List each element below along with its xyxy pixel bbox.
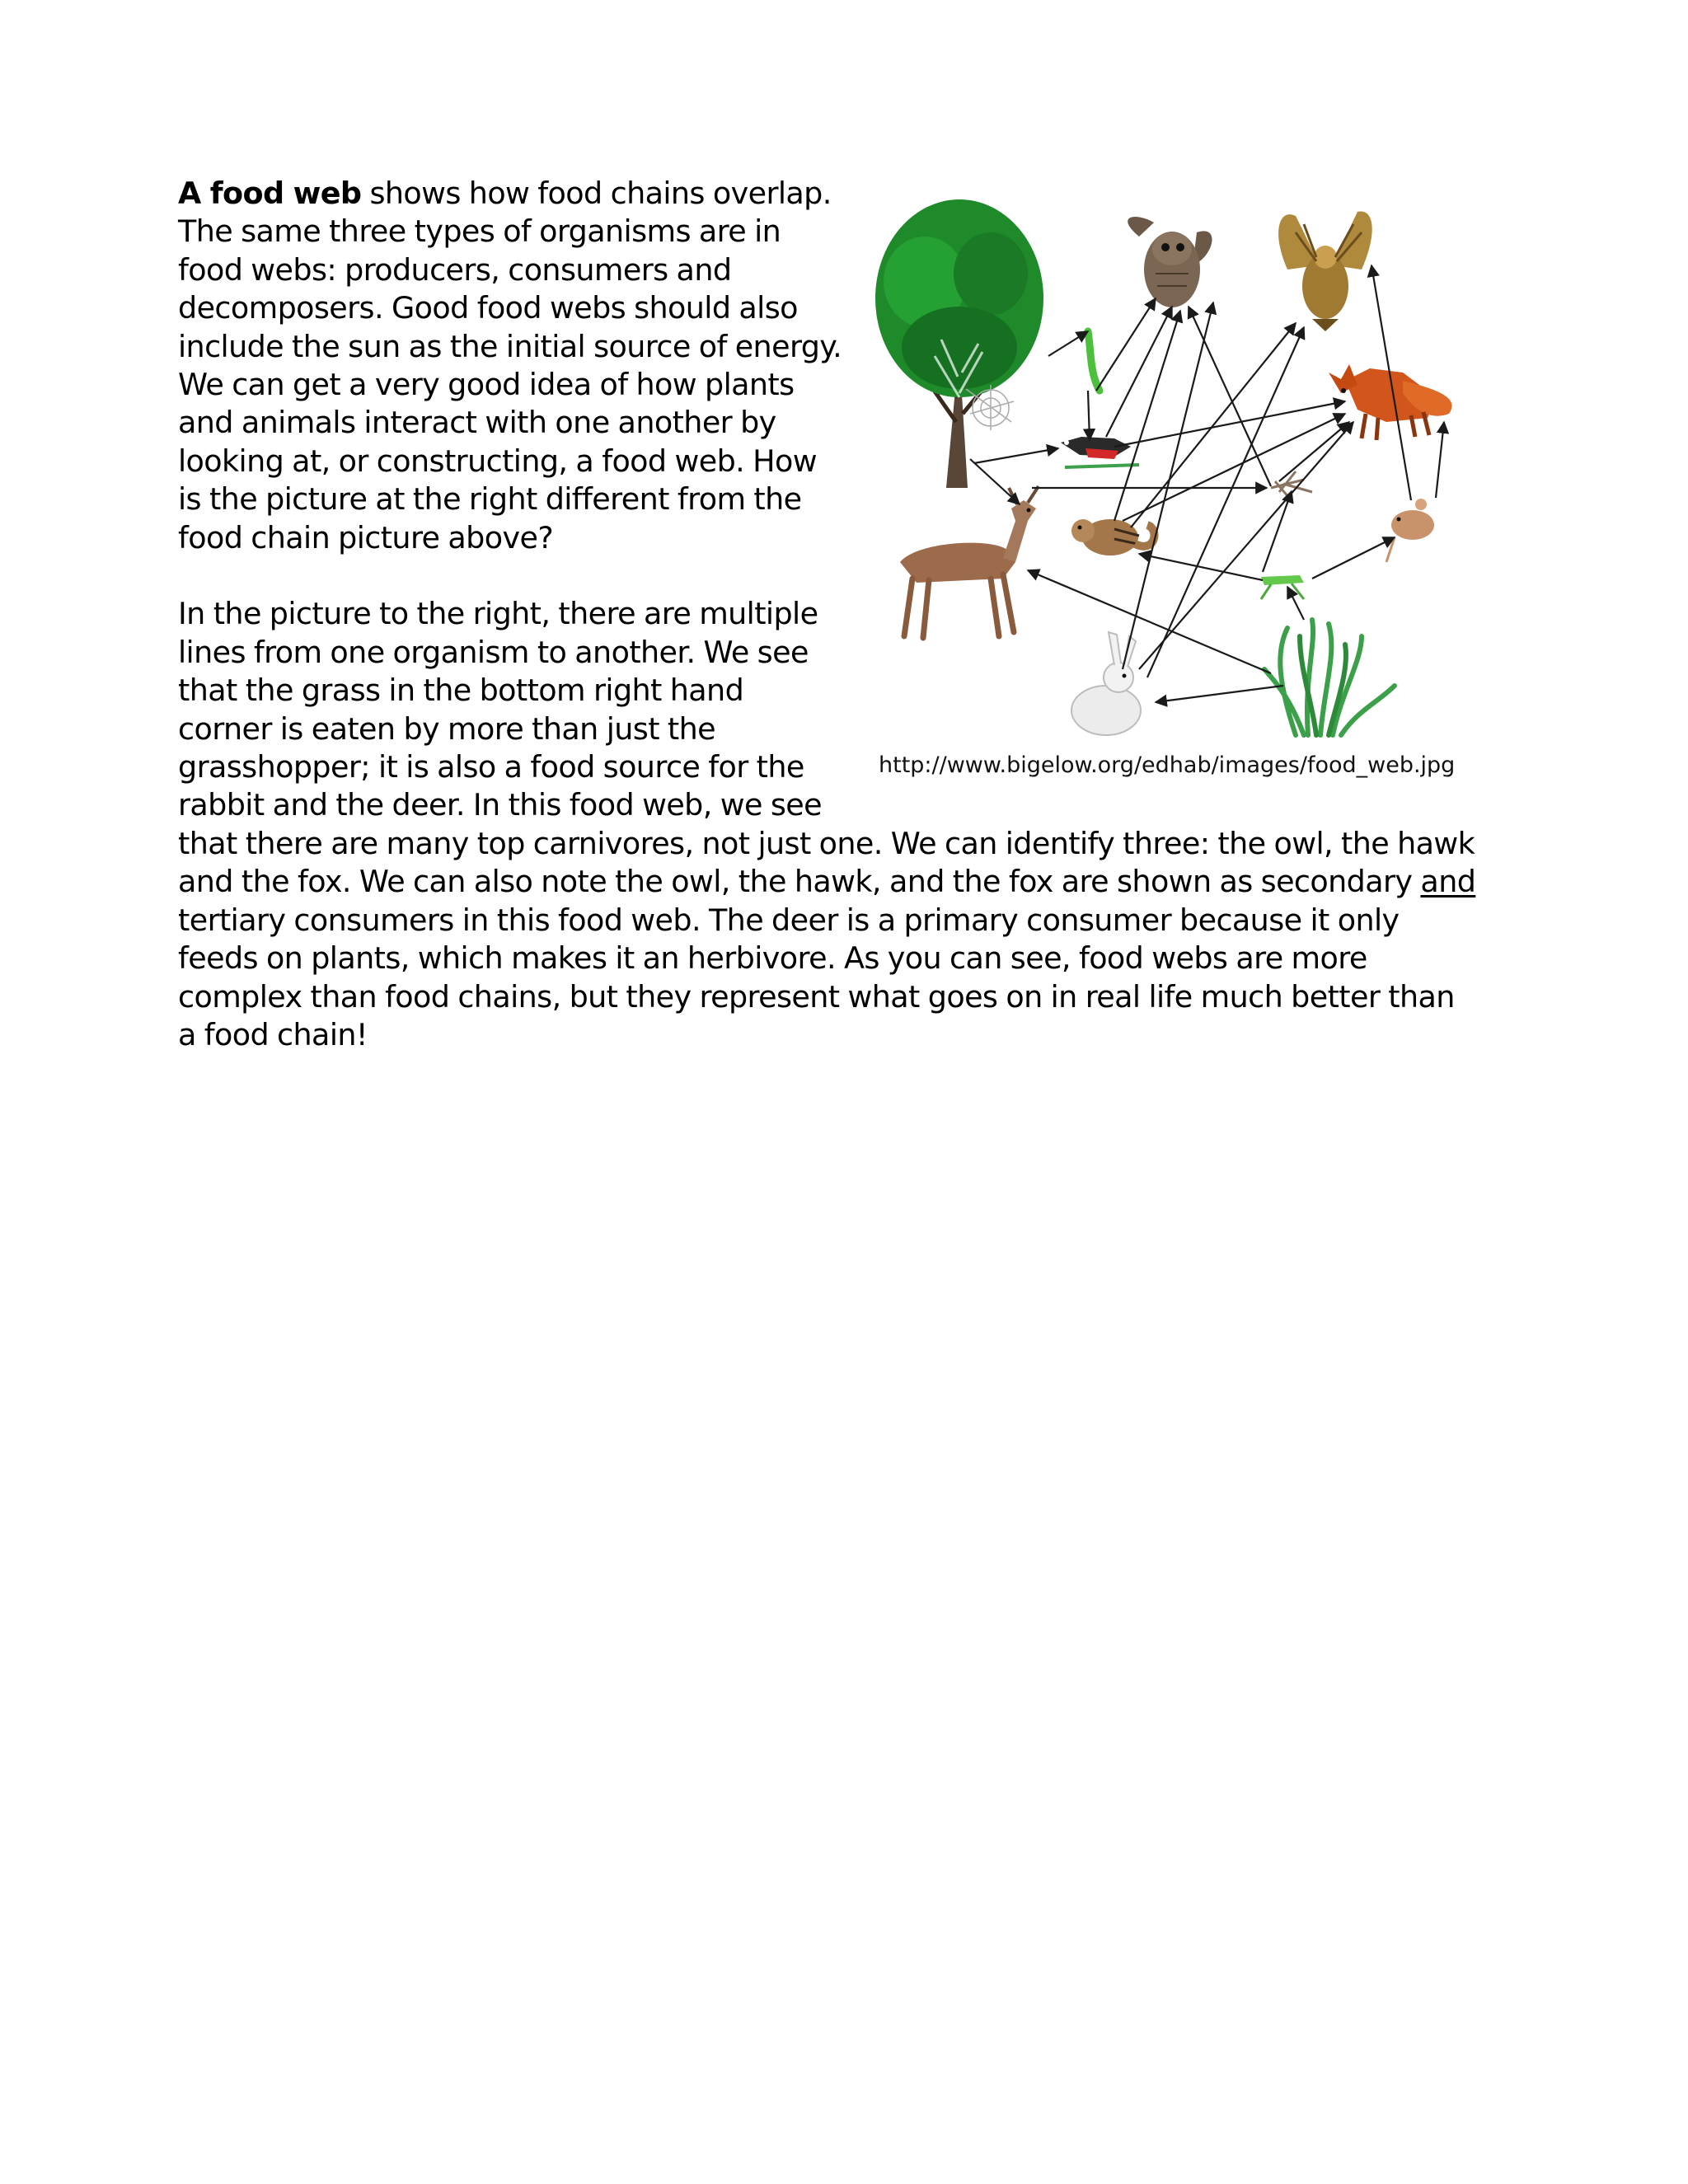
paragraph-1-text: shows how food chains overlap. The same three types of organisms are in food webs: producers, consumers and decomposers. Good food webs should also include the sun as the initial source of energy. We can get a very good idea of how plants and animals interact with one another by looking at, or constructing, a food web. How is the picture at the right different from the food chain picture above? [178,176,842,555]
figure-caption: http://www.bigelow.org/edhab/images/food_web.jpg [879,752,1456,778]
paragraph-2-text-a: In the picture to the right, there are multiple lines from one organism to another. We see that the grass in the bottom right hand corner is eaten by more than just the grasshopper; it is also a food source for the rabbit and the deer. In this food web, we see that there are many top carnivores, not just one. We can identify three: the owl, the hawk and the fox. We can also note the owl, the hawk, and the fox are shown as secondary [178,596,1475,900]
body-text [178,175,1480,1054]
underlined-word: and [1420,864,1476,900]
hawk-icon [1278,211,1372,331]
deer-icon [900,486,1039,638]
tree-icon [875,199,1043,488]
chipmunk-icon [1071,519,1154,555]
rabbit-icon [1071,632,1141,735]
grass-icon [1264,620,1395,735]
paragraph-2-text-b: tertiary consumers in this food web. The deer is a primary consumer because it only feeds on plants, which makes it an herbivore. As you can see, food webs are more complex than food chains, but they represent what goes on in real life much better than a food chain! [178,902,1455,1052]
food-web-illustration [867,175,1480,743]
owl-icon [1128,217,1212,307]
bird-icon [1061,437,1139,467]
food-web-arrows [970,265,1444,702]
food-web-figure [867,175,1480,801]
caterpillar-icon [1088,331,1100,391]
mouse-icon [1386,499,1434,562]
bold-term: A food web [178,176,362,211]
grasshopper-icon [1261,575,1304,599]
